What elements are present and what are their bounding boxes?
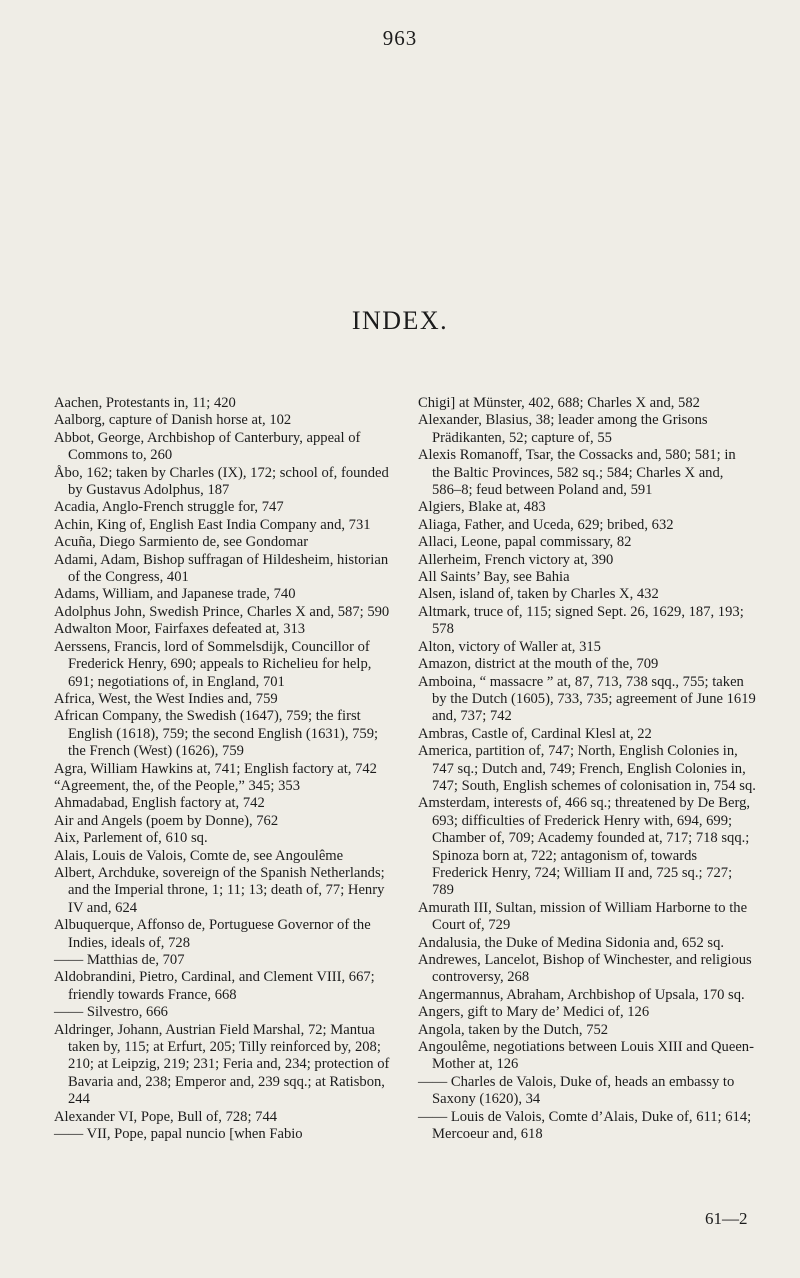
index-entry: Aachen, Protestants in, 11; 420 xyxy=(54,395,236,411)
index-entry: Algiers, Blake at, 483 xyxy=(418,499,546,516)
index-entry: Aliaga, Father, and Uceda, 629; bribed, 632 xyxy=(418,516,674,533)
index-title: INDEX. xyxy=(351,306,449,335)
index-entry: Acadia, Anglo-French struggle for, 747 xyxy=(54,499,284,516)
index-entry: Angermannus, Abraham, Archbishop of Upsala, 170 sq. xyxy=(418,986,745,1003)
index-entry: Air and Angels (poem by Donne), 762 xyxy=(54,812,279,829)
index-entry: Alton, victory of Waller at, 315 xyxy=(418,638,601,655)
index-entry: All Saints’ Bay, see Bahia xyxy=(418,569,570,586)
index-entry: Amurath III, Sultan, mission of William Harborne to the Court of, 729 xyxy=(418,899,748,934)
index-entry: Alexander, Blasius, 38; leader among the Grisons Prädikanten, 52; capture of, 55 xyxy=(418,412,708,446)
index-entry: Adami, Adam, Bishop suffragan of Hildesheim, historian of the Congress, 401 xyxy=(54,551,389,586)
index-entry: Ambras, Castle of, Cardinal Klesl at, 22 xyxy=(418,725,652,742)
index-entry: Aix, Parlement of, 610 sq. xyxy=(54,830,208,847)
index-entry: Angers, gift to Mary de’ Medici of, 126 xyxy=(418,1004,650,1021)
index-entry: Alexis Romanoff, Tsar, the Cossacks and, 580; 581; in the Baltic Provinces, 582 sq.; 584; Charles X and, 586–8; feud between Poland and, 591 xyxy=(418,447,736,499)
index-entry: America, partition of, 747; North, English Colonies in, 747 sq.; Dutch and, 749; French, English Colonies in, 747; South, English schemes of colonisation in, 754 sq. xyxy=(418,743,756,794)
signature-mark: 61—2 xyxy=(705,1209,748,1228)
index-entry: Alais, Louis de Valois, Comte de, see Angoulême xyxy=(54,847,344,864)
index-entry: African Company, the Swedish (1647), 759; the first English (1618), 759; the second English (1631), 759; the French (West) (1626), 759 xyxy=(54,708,379,760)
index-entry: Aerssens, Francis, lord of Sommelsdijk, Councillor of Frederick Henry, 690; appeals to Richelieu for help, 691; negotiations of, in England, 701 xyxy=(54,638,372,690)
index-entry: Alexander VI, Pope, Bull of, 728; 744 xyxy=(54,1108,278,1125)
index-entry: Aldringer, Johann, Austrian Field Marshal, 72; Mantua taken by, 115; at Erfurt, 205; Tilly reinforced by, 208; 210; at Leipzig, 219; 231; Feria and, 234; protection of Bavaria and, 238; Emperor and, 239 sqq.; at Ratisbon, 244 xyxy=(54,1021,390,1108)
index-entry: Africa, West, the West Indies and, 759 xyxy=(54,690,278,707)
index-entry: Albert, Archduke, sovereign of the Spanish Netherlands; and the Imperial throne, 1; 11; 13; death of, 77; Henry IV and, 624 xyxy=(54,864,385,916)
index-entry: Albuquerque, Affonso de, Portuguese Governor of the Indies, ideals of, 728 xyxy=(54,917,371,951)
index-entry: Alsen, island of, taken by Charles X, 432 xyxy=(418,586,659,603)
index-entry: —— Silvestro, 666 xyxy=(54,1004,168,1021)
index-column-left xyxy=(54,395,399,1143)
index-entry: “Agreement, the, of the People,” 345; 353 xyxy=(54,777,300,794)
index-entry: Adwalton Moor, Fairfaxes defeated at, 313 xyxy=(54,621,306,638)
index-entry: Adolphus John, Swedish Prince, Charles X and, 587; 590 xyxy=(54,603,390,620)
index-entry: —— Matthias de, 707 xyxy=(54,952,185,968)
index-entry: Achin, King of, English East India Company and, 731 xyxy=(54,516,371,533)
index-entry: Abbot, George, Archbishop of Canterbury, appeal of Commons to, 260 xyxy=(54,429,361,464)
index-entry: Aalborg, capture of Danish horse at, 102 xyxy=(54,412,292,429)
index-entry: Angoulême, negotiations between Louis XIII and Queen-Mother at, 126 xyxy=(418,1039,754,1073)
index-entry: Andrewes, Lancelot, Bishop of Winchester, and religious controversy, 268 xyxy=(418,952,752,986)
index-entry: Amsterdam, interests of, 466 sq.; threatened by De Berg, 693; difficulties of Frederick Henry with, 694, 699; Chamber of, 709; Academy founded at, 717; 718 sqq.; Spinoza born at, 722; antagonism of, towards Frederick Henry, 724; William II and, 725 sq.; 727; 789 xyxy=(418,795,751,899)
index-entry: —— Charles de Valois, Duke of, heads an embassy to Saxony (1620), 34 xyxy=(418,1073,735,1108)
index-entry: Angola, taken by the Dutch, 752 xyxy=(418,1021,609,1038)
index-entry: Acuña, Diego Sarmiento de, see Gondomar xyxy=(54,534,309,551)
index-column-right xyxy=(418,395,756,1143)
index-entry: Åbo, 162; taken by Charles (IX), 172; school of, founded by Gustavus Adolphus, 187 xyxy=(54,464,389,499)
index-entry: Chigi] at Münster, 402, 688; Charles X and, 582 xyxy=(418,395,700,411)
page-number: 963 xyxy=(382,26,418,50)
index-entry: Allerheim, French victory at, 390 xyxy=(418,551,614,568)
index-entry: Amazon, district at the mouth of the, 709 xyxy=(418,656,659,673)
index-entry: Andalusia, the Duke of Medina Sidonia and, 652 sq. xyxy=(418,934,725,951)
index-entry: —— Louis de Valois, Comte d’Alais, Duke of, 611; 614; Mercoeur and, 618 xyxy=(418,1108,752,1143)
index-entry: Ahmadabad, English factory at, 742 xyxy=(54,795,265,812)
index-entry: Amboina, “ massacre ” at, 87, 713, 738 sqq., 755; taken by the Dutch (1605), 733, 735; agreement of June 1619 and, 737; 742 xyxy=(418,673,756,725)
index-entry: Allaci, Leone, papal commissary, 82 xyxy=(418,534,632,551)
index-entry: Adams, William, and Japanese trade, 740 xyxy=(54,586,296,603)
index-entry: —— VII, Pope, papal nuncio [when Fabio xyxy=(54,1126,303,1143)
index-entry: Aldobrandini, Pietro, Cardinal, and Clement VIII, 667; friendly towards France, 668 xyxy=(54,969,375,1003)
index-entry: Agra, William Hawkins at, 741; English factory at, 742 xyxy=(54,760,377,777)
index-entry: Altmark, truce of, 115; signed Sept. 26, 1629, 187, 193; 578 xyxy=(418,603,744,638)
